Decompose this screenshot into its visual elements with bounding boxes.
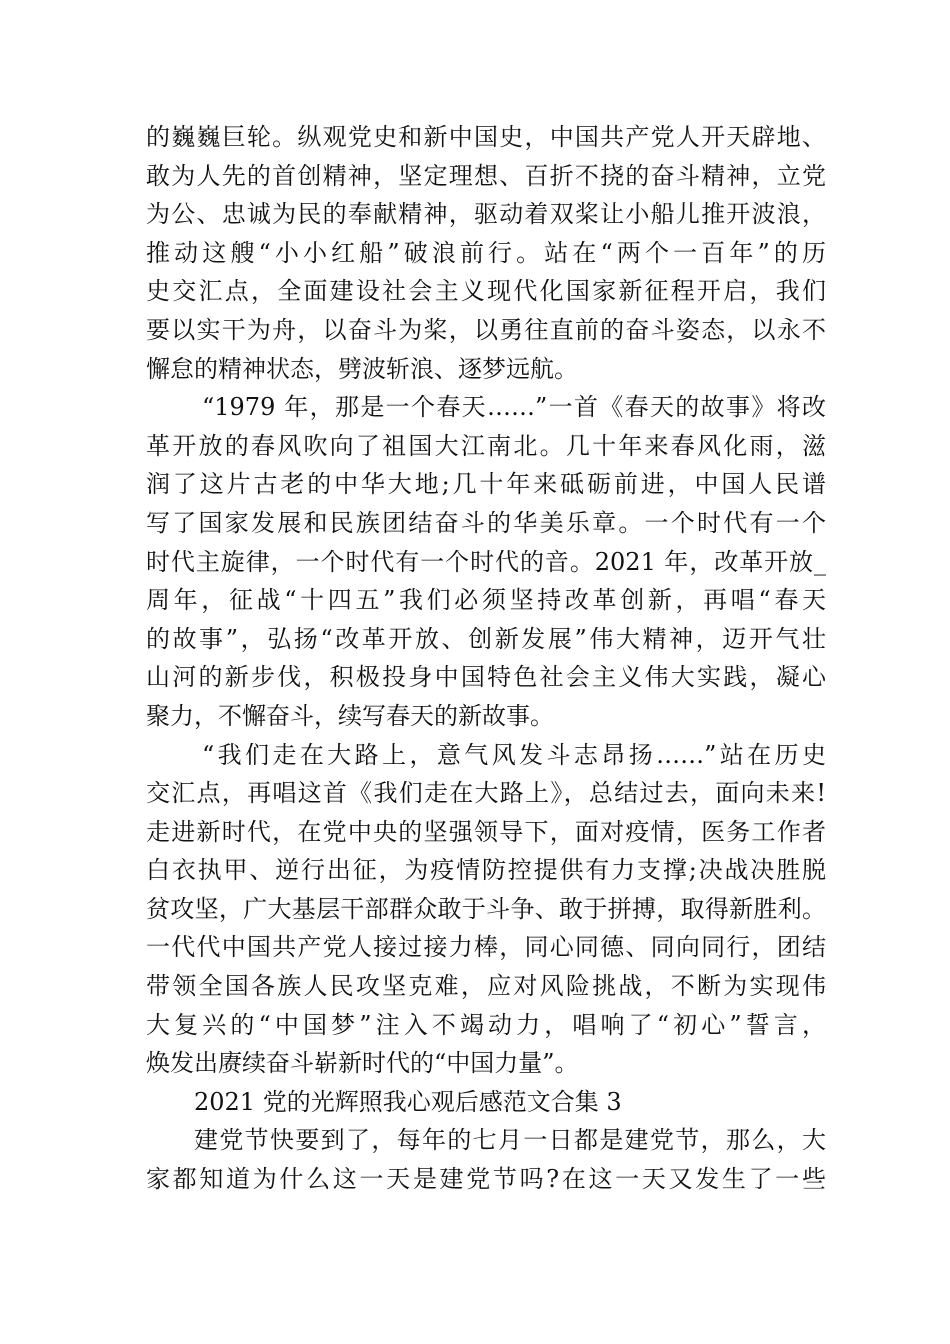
text-line: 交汇点，再唱这首《我们走在大路上》，总结过去，面向未来! [146, 779, 826, 808]
text-line: 的故事”，弘扬“改革开放、创新发展”伟大精神，迈开气壮 [146, 624, 826, 653]
text-line: 山河的新步伐，积极投身中国特色社会主义伟大实践，凝心 [146, 663, 826, 692]
text-line: 要以实干为舟，以奋斗为桨，以勇往直前的奋斗姿态，以永不 [146, 315, 826, 344]
body-text [146, 118, 826, 1199]
text-line: 史交汇点，全面建设社会主义现代化国家新征程开启，我们 [146, 277, 826, 306]
text-line: 带领全国各族人民攻坚克难，应对风险挑战，不断为实现伟 [146, 972, 826, 1001]
text-line: 时代主旋律，一个时代有一个时代的音。2021 年，改革开放_ [146, 547, 826, 576]
text-line: 建党节快要到了，每年的七月一日都是建党节，那么，大 [194, 1126, 826, 1155]
text-line: 润了这片古老的中华大地;几十年来砥砺前进，中国人民谱 [146, 470, 826, 499]
text-line: 写了国家发展和民族团结奋斗的华美乐章。一个时代有一个 [146, 508, 826, 537]
text-line: 大复兴的“中国梦”注入不竭动力，唱响了“初心”誓言， [146, 1010, 826, 1039]
text-line: 的巍巍巨轮。纵观党史和新中国史，中国共产党人开天辟地、 [146, 123, 826, 151]
text-line: 聚力，不懈奋斗，续写春天的新故事。 [146, 701, 554, 730]
text-line: 推动这艘“小小红船”破浪前行。站在“两个一百年”的历 [146, 238, 826, 267]
text-line: 周年，征战“十四五”我们必须坚持改革创新，再唱“春天 [146, 586, 826, 615]
text-line: 焕发出赓续奋斗崭新时代的“中国力量”。 [146, 1049, 579, 1078]
text-line: 一代代中国共产党人接过接力棒，同心同德、同向同行，团结 [146, 933, 826, 962]
text-line: 家都知道为什么这一天是建党节吗?在这一天又发生了一些 [146, 1165, 826, 1194]
text-line: 为公、忠诚为民的奉献精神，驱动着双桨让小船儿推开波浪， [146, 200, 826, 229]
section-heading: 2021 党的光辉照我心观后感范文合集 3 [194, 1087, 622, 1116]
text-line: 白衣执甲、逆行出征，为疫情防控提供有力支撑;决战决胜脱 [146, 856, 826, 885]
text-line: 敢为人先的首创精神，坚定理想、百折不挠的奋斗精神，立党 [146, 161, 826, 190]
text-line: 贫攻坚，广大基层干部群众敢于斗争、敢于拼搏，取得新胜利。 [146, 894, 826, 923]
text-line: 走进新时代，在党中央的坚强领导下，面对疫情，医务工作者 [146, 817, 826, 846]
text-line: 懈怠的精神状态，劈波斩浪、逐梦远航。 [146, 354, 578, 383]
text-line: 革开放的春风吹向了祖国大江南北。几十年来春风化雨，滋 [146, 431, 826, 460]
text-line: “1979 年，那是一个春天……”一首《春天的故事》将改 [202, 393, 826, 422]
text-line: “我们走在大路上，意气风发斗志昂扬……”站在历史 [202, 740, 826, 769]
